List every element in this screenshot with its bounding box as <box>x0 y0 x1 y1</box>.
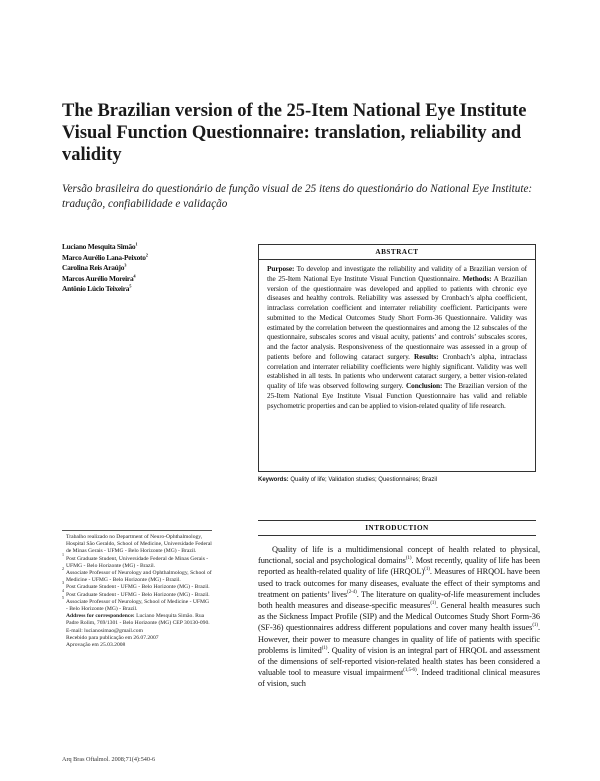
correspondence: Address for correspondence: Luciano Mesquita Simão. Rua Padre Rolim, 769/1301 - Belo Horizonte (MG) CEP 30130-090. <box>66 613 210 627</box>
abstract-box <box>258 244 536 472</box>
abstract-text: Purpose: To develop and investigate the reliability and validity of a Brazilian version of the 25-Item National Eye Institute Visual Function Questionnaire. Methods: A Brazilian version of the questionnaire was developed and applied to patients with chronic eye diseases and healthy controls. Reliability was assessed by Cronbach’s alpha coefficient, intraclass correlation coefficient and interrater reliability coefficient. Participants were submitted to the Medical Outcomes Study Short Form-36 Questionnaire. Validity was estimated by the correlation between the questionnaires and among the 12 subscales of the questionnaire, subscales scores and visual acuity, patients’ and controls’ subscales scores, and the factor analysis. Responsiveness of the questionnaire was assessed in a group of patients before and following cataract surgery. Results: Cronbach’s alpha, intraclass correlation and interrater reliability coefficients were highly significant. Validity was well established in all tests. In patients who underwent cataract surgery, a better vision-related quality of life was observed following surgery. Conclusion: The Brazilian version of the 25-Item National Eye Institute Visual Function Questionnaire has valid and reliable psychometric properties and can be applied to vision-related quality of life research. <box>267 264 528 410</box>
author-list <box>62 242 252 295</box>
author-entry: Antônio Lúcio Teixeira$^5$ <box>62 283 132 294</box>
footnote: 3 Post Graduate Student - UFMG - Belo Horizonte (MG) - Brazil. <box>62 580 210 591</box>
correspondence-email: E-mail: lucianosimao@gmail.com <box>66 627 143 634</box>
author-entry: Carolina Reis Araújo$^3$ <box>62 262 127 273</box>
abstract-heading: ABSTRACT <box>259 245 535 260</box>
footnote: 4 Post Graduate Student - UFMG - Belo Horizonte (MG) - Brazil. <box>62 587 210 598</box>
introduction-heading: INTRODUCTION <box>258 520 536 536</box>
footnote: 1 Post Graduate Student, Universidade Federal de Minas Gerais - UFMG - Belo Horizonte (MG) - Brazil. <box>62 551 209 569</box>
received-date: Recebido para publicação em 26.07.2007 <box>66 634 159 641</box>
author-entry: Marco Aurélio Lana-Peixoto$^2$ <box>62 252 148 262</box>
introduction-paragraph: Quality of life is a multidimensional concept of health related to physical, functional, social and psychological domains$^{(1)}$. Most recently, quality of life has been reported as health-related quality of life (HRQOL)$^{(1)}$. Measures of HRQOL have been used to track outcomes for many diseases, evaluate the effect of their symptoms and treatment on patients’ lives$^{(2-4)}$. The literature on quality-of-life measurement includes both health measures and disease-specific measures$^{(1)}$. General health measures such as the Sickness Impact Profile (SIP) and the Medical Outcomes Study Short Form-36 (SF-36) questionnaires address different populations and cover many health issues$^{(1)}$. However, their power to measure changes in quality of life of patients with specific problems is limited$^{(1)}$. Quality of vision is an integral part of HRQOL and assessment of the dimensions of self-reported vision-related health states has been considered a valuable tool to measure visual impairment$^{(1,5-6)}$. Indeed traditional clinical measures of vision, such <box>258 545 541 689</box>
introduction-text <box>258 544 540 690</box>
article-title: The Brazilian version of the 25-Item National Eye Institute Visual Function Questionnaire: translation, reliability and validity <box>62 101 527 165</box>
author-entry: Marcos Aurélio Moreira$^4$ <box>62 273 136 283</box>
footnote: 5 Associate Professor of Neurology, School of Medicine - UFMG - Belo Horizonte (MG) - Brazil. <box>62 594 210 613</box>
approved-date: Aprovação em 25.03.2008 <box>66 642 126 649</box>
footnotes <box>62 534 212 649</box>
keywords-line: Keywords: Quality of life; Validation studies; Questionnaires; Brazil <box>258 477 437 483</box>
footnote: Trabalho realizado no Department of Neuro-Ophthalmology, Hospital São Geraldo, School of Medicine, Universidade Federal de Minas Gerais - UFMG - Belo Horizonte (MG) - Brazil. <box>66 534 212 555</box>
author-entry: Luciano Mesquita Simão$^1$ <box>62 241 138 251</box>
journal-citation-footer: Arq Bras Oftalmol. 2008;71(4):540-6 <box>62 756 156 763</box>
footnote: 2 Associate Professor of Neurology and Ophthalmology, School of Medicine - UFMG - Belo Horizonte (MG) - Brazil. <box>62 566 212 584</box>
footnote-divider <box>62 530 212 531</box>
article-subtitle-portuguese: Versão brasileira do questionário de função visual de 25 itens do questionário do National Eye Institute: tradução, confiabilidade e validação <box>62 183 533 210</box>
